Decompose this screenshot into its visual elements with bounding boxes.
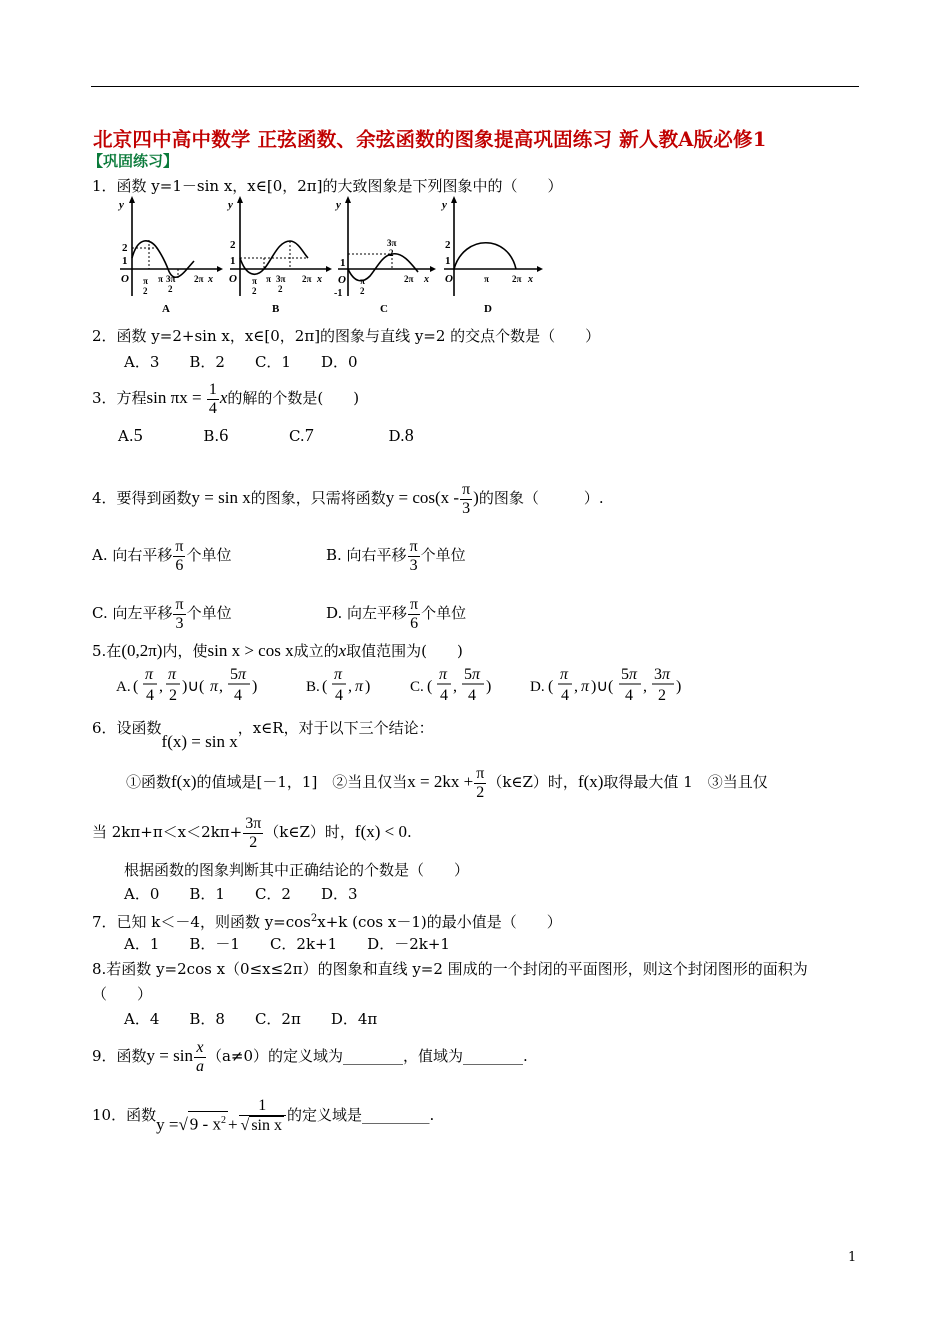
- svg-text:O: O: [121, 273, 129, 285]
- graph-label-a: A: [162, 303, 170, 315]
- q6-c3-den: 2: [249, 833, 258, 851]
- svg-text:2π: 2π: [194, 274, 204, 284]
- question-4: [92, 478, 604, 518]
- q7-text-b: x+k (cos x－1)的最小值是（ ）: [317, 913, 562, 931]
- svg-text:,: ,: [348, 678, 352, 695]
- svg-text:)∪(: )∪(: [182, 678, 205, 695]
- q4-suffix: 的图象（ ）.: [478, 489, 604, 507]
- q4-mid: 的图象，只需将函数: [250, 489, 386, 507]
- q6-c1b: 的值域是[－1，1] ②当且仅当: [196, 773, 408, 791]
- q4-opt-a-frac: [173, 538, 185, 575]
- q7-options: A．1 B．－1 C．2k+1 D．－2k+1: [124, 935, 450, 953]
- q6-fx-2: f(x): [577, 772, 604, 791]
- svg-text:2: 2: [169, 687, 177, 704]
- svg-text:x: x: [528, 274, 533, 285]
- svg-text:D.: D.: [530, 679, 545, 695]
- svg-text:3: 3: [654, 666, 662, 683]
- q5-options: [116, 662, 716, 710]
- svg-text:π: π: [472, 666, 481, 683]
- q6-func: f(x) = sin x: [161, 732, 238, 751]
- svg-text:π: π: [145, 666, 154, 683]
- q4-func2a: y = cos(x -: [385, 488, 460, 507]
- q4-opt-d-frac: [408, 596, 420, 633]
- q4-prefix: 4．要得到函数: [92, 489, 192, 507]
- q4-opt-c-label: C. 向左平移: [92, 604, 173, 622]
- svg-text:π: π: [158, 274, 163, 284]
- svg-text:π: π: [355, 678, 364, 695]
- q6-c2x: x = 2kx +: [407, 772, 474, 791]
- q4-opt-b-num: π: [409, 537, 418, 555]
- question-9: [92, 1034, 528, 1078]
- q6-suffix: ，x∈R，对于以下三个结论：: [237, 719, 434, 737]
- q4-option-d: [326, 593, 466, 633]
- q10-y: y =: [156, 1115, 179, 1134]
- svg-text:4: 4: [561, 687, 569, 704]
- q9-func: y = sin: [146, 1046, 193, 1065]
- q3-opt-a: 5: [133, 425, 143, 445]
- svg-text:π: π: [238, 666, 247, 683]
- svg-text:y: y: [228, 199, 233, 211]
- svg-text:1: 1: [230, 255, 236, 267]
- q10-sup: 2: [220, 1115, 226, 1127]
- q5-mid2: 成立的: [293, 642, 339, 660]
- svg-text:2: 2: [445, 239, 451, 251]
- q10-prefix: 10．函数: [92, 1106, 157, 1124]
- svg-text:x: x: [317, 274, 322, 285]
- q6-c3d: .: [407, 823, 412, 841]
- q3-opt-b-label: B.: [203, 427, 220, 445]
- q5-ineq: sin x > cos x: [207, 641, 294, 660]
- svg-text:π: π: [334, 666, 343, 683]
- page-title: 北京四中高中数学 正弦函数、余弦函数的图象提高巩固练习 新人教A版必修1: [93, 128, 767, 151]
- q4-unit-d: 个单位: [421, 604, 467, 622]
- question-2-options: A．3 B．2 C．1 D．0: [124, 353, 358, 371]
- q3-opt-c-label: C.: [288, 427, 305, 445]
- svg-text:2: 2: [143, 286, 148, 296]
- question-2: 2．函数 y=2+sin x，x∈[0，2π]的图象与直线 y=2 的交点个数是（ ）: [92, 327, 601, 345]
- q4-option-a: [92, 535, 231, 575]
- svg-text:O: O: [229, 273, 237, 285]
- svg-text:4: 4: [234, 687, 242, 704]
- svg-text:): ): [486, 678, 492, 695]
- q4-num: π: [462, 480, 471, 498]
- svg-text:π: π: [143, 276, 148, 286]
- svg-text:(: (: [133, 678, 139, 695]
- svg-text:2: 2: [230, 239, 236, 251]
- svg-text:O: O: [445, 273, 453, 285]
- page-number: 1: [848, 1250, 857, 1265]
- svg-text:2π: 2π: [512, 274, 522, 284]
- question-7: [92, 909, 562, 932]
- svg-text:π: π: [484, 274, 489, 284]
- q7-text-a: 7．已知 k＜－4，则函数 y=cos: [92, 913, 311, 931]
- q9-den: a: [195, 1057, 204, 1075]
- q4-unit-a: 个单位: [186, 546, 232, 564]
- section-heading: 【巩固练习】: [88, 152, 179, 170]
- svg-text:3π: 3π: [387, 238, 397, 248]
- q4-opt-b-label: B. 向右平移: [326, 546, 407, 564]
- question-1: 1．函数 y=1－sin x，x∈[0，2π]的大致图象是下列图象中的（ ）: [92, 177, 563, 195]
- q4-fraction: [460, 481, 472, 518]
- svg-text:-1: -1: [334, 288, 343, 299]
- svg-text:y: y: [119, 199, 124, 211]
- graph-label-c: C: [380, 303, 388, 315]
- svg-text:)∪(: )∪(: [591, 678, 614, 695]
- question-6: [92, 708, 434, 762]
- svg-text:π: π: [252, 276, 257, 286]
- q3-opt-d: 8: [404, 425, 414, 445]
- q6-c2c: 取得最大值 1 ③当且仅: [603, 773, 768, 791]
- svg-text:,: ,: [159, 678, 163, 695]
- q4-option-b: [326, 535, 466, 575]
- question-3: [92, 378, 359, 418]
- svg-text:2π: 2π: [404, 274, 414, 284]
- svg-text:π: π: [581, 678, 590, 695]
- q3-num: 1: [208, 380, 217, 398]
- q9-suffix: （a≠0）的定义域为________，值域为________.: [206, 1047, 528, 1065]
- q5-suffix: 取值范围为( ): [346, 642, 463, 660]
- svg-text:π: π: [439, 666, 448, 683]
- svg-text:4: 4: [146, 687, 154, 704]
- q6-conclusions: [126, 762, 768, 802]
- q4-den: 3: [462, 499, 471, 517]
- svg-text:2: 2: [122, 242, 128, 254]
- svg-text:π: π: [168, 666, 177, 683]
- q5-interval: (0,2π): [121, 641, 163, 660]
- svg-text:C.: C.: [410, 679, 424, 695]
- q4-opt-c-num: π: [175, 595, 184, 613]
- svg-text:): ): [365, 678, 371, 695]
- question-5: [92, 641, 463, 661]
- q9-prefix: 9．函数: [92, 1047, 147, 1065]
- svg-text:π: π: [210, 678, 219, 695]
- q6-c2-num: π: [476, 764, 485, 782]
- q4-opt-d-num: π: [410, 595, 419, 613]
- q6-c2-den: 2: [476, 783, 485, 801]
- q4-opt-a-den: 6: [175, 556, 184, 574]
- q4-opt-a-label: A. 向右平移: [92, 546, 173, 564]
- q3-opt-c: 7: [304, 425, 314, 445]
- q4-func1: y = sin x: [191, 488, 251, 507]
- svg-text:π: π: [560, 666, 569, 683]
- q6-c3a: 当 2kπ+π＜x＜2kπ+: [92, 823, 243, 841]
- svg-text:2: 2: [658, 687, 666, 704]
- svg-text:): ): [676, 678, 682, 695]
- svg-text:2: 2: [278, 284, 283, 294]
- q6-judge: 根据函数的图象判断其中正确结论的个数是（ ）: [124, 861, 470, 879]
- q10-suffix: 的定义域是_________.: [287, 1106, 435, 1124]
- q3-den: 4: [208, 399, 217, 417]
- svg-text:1: 1: [340, 257, 346, 269]
- question-10: 10．函数y =√ $9 - x^2$ + $\frac{1}{\text{√ sin x}}$ 的定义域是_________.: [92, 1097, 435, 1134]
- q6-c3c: f(x) < 0: [354, 822, 407, 841]
- q10-den-text: sin x: [251, 1117, 282, 1134]
- svg-text:(: (: [427, 678, 433, 695]
- q3-opt-d-label: D.: [388, 427, 405, 445]
- svg-text:3π: 3π: [166, 274, 176, 284]
- svg-text:π: π: [629, 666, 638, 683]
- svg-text:2: 2: [252, 286, 257, 296]
- q3-lhs: sin πx =: [146, 388, 206, 407]
- q10-num: 1: [239, 1097, 286, 1116]
- q4-unit-b: 个单位: [420, 546, 466, 564]
- q4-opt-b-den: 3: [409, 556, 418, 574]
- q6-prefix: 6．设函数: [92, 719, 162, 737]
- svg-text:(: (: [548, 678, 554, 695]
- question-8-blank: （ ）: [92, 985, 153, 1003]
- svg-text:A.: A.: [116, 679, 131, 695]
- q10-den: √ sin x: [240, 1117, 282, 1134]
- svg-text:4: 4: [440, 687, 448, 704]
- svg-text:x: x: [424, 274, 429, 285]
- q5-prefix: 5.在: [92, 642, 122, 660]
- q6-c3-frac: [243, 815, 263, 852]
- q1-graphs: [112, 196, 552, 318]
- q4-opt-c-den: 3: [175, 614, 184, 632]
- svg-text:5: 5: [230, 666, 238, 683]
- q10-sqrt-in: 9 - x: [189, 1115, 221, 1134]
- q6-c2b: （k∈Z）时，: [487, 773, 578, 791]
- question-8: 8.若函数 y=2cos x（0≤x≤2π）的图象和直线 y=2 围成的一个封闭的平面图形，则这个封闭图形的面积为: [92, 960, 808, 978]
- q7-sup: 2: [310, 913, 318, 924]
- q4-opt-d-label: D. 向左平移: [326, 604, 408, 622]
- svg-text:3π: 3π: [276, 274, 286, 284]
- q6-options: A．0 B．1 C．2 D．3: [124, 885, 358, 903]
- svg-text:4: 4: [625, 687, 633, 704]
- svg-text:π: π: [360, 276, 365, 286]
- q4-option-c: [92, 593, 232, 633]
- q6-c3-num: 3π: [245, 814, 262, 832]
- q4-unit-c: 个单位: [186, 604, 232, 622]
- svg-text:1: 1: [445, 255, 451, 267]
- q6-c1a: ①函数: [126, 773, 172, 791]
- svg-text:y: y: [336, 199, 341, 211]
- q4-opt-c-frac: [173, 596, 185, 633]
- q10-plus: +: [227, 1115, 238, 1134]
- q6-conclusion-3: [92, 812, 412, 852]
- q6-c2-frac: [474, 765, 486, 802]
- svg-text:5: 5: [464, 666, 472, 683]
- svg-text:2π: 2π: [302, 274, 312, 284]
- svg-text:(: (: [322, 678, 328, 695]
- svg-text:5: 5: [621, 666, 629, 683]
- svg-text:x: x: [208, 274, 213, 285]
- q6-c3b: （k∈Z）时，: [264, 823, 355, 841]
- svg-text:2: 2: [360, 286, 365, 296]
- svg-text:,: ,: [219, 678, 223, 695]
- q3-suffix: 的解的个数是( ): [227, 389, 360, 407]
- svg-text:π: π: [266, 274, 271, 284]
- svg-text:4: 4: [468, 687, 476, 704]
- q8-options: A．4 B．8 C．2π D．4π: [124, 1010, 378, 1028]
- question-3-options: [118, 425, 414, 446]
- svg-text:2: 2: [168, 284, 173, 294]
- svg-text:O: O: [338, 274, 346, 286]
- q4-func2b: ): [473, 488, 479, 507]
- svg-text:2: 2: [389, 248, 394, 258]
- q5-var: x: [338, 641, 347, 660]
- header-rule: [91, 86, 859, 87]
- svg-text:,: ,: [453, 678, 457, 695]
- graph-label-b: B: [272, 303, 280, 315]
- svg-text:B.: B.: [306, 679, 320, 695]
- q10-sqrt: [188, 1111, 228, 1134]
- q3-var: x: [219, 388, 228, 407]
- q6-fx-1: f(x): [171, 772, 197, 791]
- q3-opt-b: 6: [219, 425, 229, 445]
- q4-opt-b-frac: [408, 538, 420, 575]
- q4-opt-a-num: π: [175, 537, 184, 555]
- q4-opt-d-den: 6: [410, 614, 419, 632]
- q3-prefix: 3．方程: [92, 389, 147, 407]
- q3-fraction: [207, 381, 219, 418]
- q3-opt-a-label: A.: [118, 427, 134, 445]
- svg-text:y: y: [442, 199, 447, 211]
- q5-mid: 内，使: [162, 642, 208, 660]
- q9-num: x: [194, 1039, 206, 1058]
- q10-frac: [239, 1097, 286, 1135]
- svg-text:π: π: [662, 666, 671, 683]
- svg-text:,: ,: [643, 678, 647, 695]
- svg-text:1: 1: [122, 255, 128, 267]
- svg-text:4: 4: [335, 687, 343, 704]
- q9-frac: [194, 1039, 206, 1076]
- svg-text:): ): [252, 678, 258, 695]
- graph-label-d: D: [484, 303, 492, 315]
- svg-text:,: ,: [574, 678, 578, 695]
